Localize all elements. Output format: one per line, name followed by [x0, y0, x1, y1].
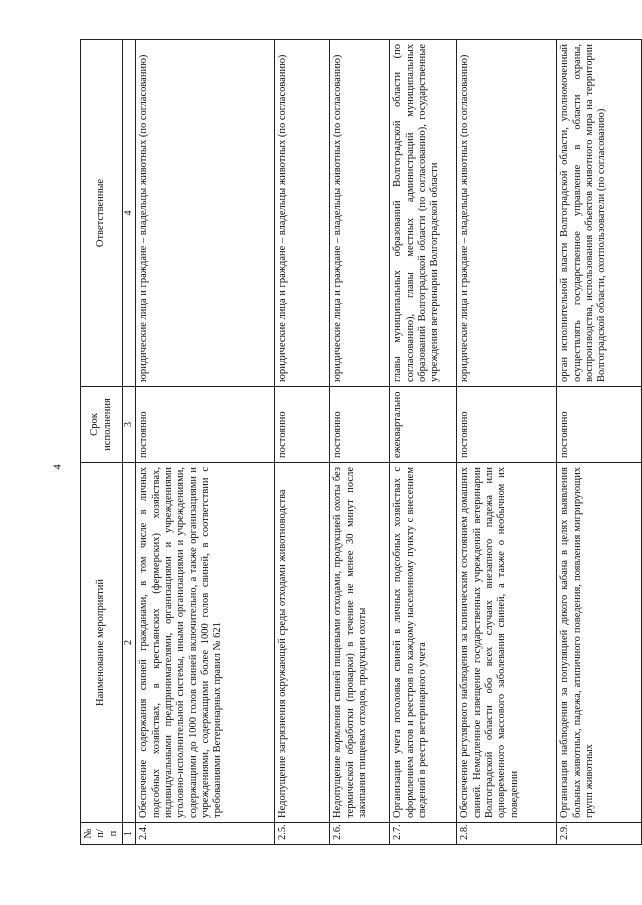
column-number-row: [123, 40, 136, 845]
row-number: 2.8.: [457, 823, 557, 845]
row-measure: Недопущение кормления свиней пищевыми отходами, продукцией охоты без термической обработки (проварки) в течение не менее 30 минут после закипания пищевых отходов, продукции охоты: [330, 463, 390, 823]
table-row: [136, 40, 275, 845]
col-number-2: 2: [123, 463, 136, 823]
row-number: 2.5.: [275, 823, 330, 845]
header-name: Наименование мероприятий: [81, 463, 123, 823]
row-responsible: юридические лица и граждане – владельцы животных (по согласованию): [136, 40, 275, 387]
row-number: 2.6.: [330, 823, 390, 845]
page-number: 4: [51, 464, 64, 470]
row-term: ежеквартально: [390, 387, 457, 463]
row-measure: Недопущение загрязнения окружающей среды отходами животноводства: [275, 463, 330, 823]
row-measure: Обеспечение содержания свиней гражданами, в том числе в личных подсобных хозяйствах, в крестьянских (фермерских) хозяйствах, индивидуальными предпринимателями, организациями и учреждениями уголовно-исполнительной системы, иными организациями и учреждениями, содержащими до 1000 голов свиней включительно, а также организациями и учреждениями, содержащими более 1000 голов свиней, в соответствии с требованиями Ветеринарных правил № 621: [136, 463, 275, 823]
row-term: постоянно: [275, 387, 330, 463]
row-term: постоянно: [136, 387, 275, 463]
row-measure: Организация учета поголовья свиней в личных подсобных хозяйствах с оформлением актов и реестров по каждому населенному пункту с внесением сведений в реестр ветеринарного учета: [390, 463, 457, 823]
header-term: Срок исполнения: [81, 387, 123, 463]
row-number: 2.9.: [557, 823, 642, 845]
table-row: [457, 40, 557, 845]
header-responsible: Ответственные: [81, 40, 123, 387]
row-measure: Организация наблюдения за популяцией дикого кабана в целях выявления больных животных, падежа, атипичного поведения, появления мигрирующих групп животных: [557, 463, 642, 823]
col-number-1: 1: [123, 823, 136, 845]
row-responsible: юридические лица и граждане – владельцы животных (по согласованию): [275, 40, 330, 387]
row-term: постоянно: [457, 387, 557, 463]
header-num: № п/п: [81, 823, 123, 845]
row-term: постоянно: [330, 387, 390, 463]
table-row: [330, 40, 390, 845]
row-term: постоянно: [557, 387, 642, 463]
row-measure: Обеспечение регулярного наблюдения за клиническим состоянием домашних свиней. Немедленное извещение государственных учреждений ветеринарии Волгоградской области обо всех случаях внезапного падежа или одновременного массового заболевания свиней, а также о необычном их поведении: [457, 463, 557, 823]
table-wrapper: [80, 40, 608, 845]
row-responsible: орган исполнительной власти Волгоградской области, уполномоченный осуществлять государственное управление в области охраны, воспроизводства, использования объектов животного мира на территории Волгоградской области, охотпользователи (по согласованию): [557, 40, 642, 387]
table-row: [275, 40, 330, 845]
col-number-3: 3: [123, 387, 136, 463]
row-responsible: юридические лица и граждане – владельцы животных (по согласованию): [330, 40, 390, 387]
col-number-4: 4: [123, 40, 136, 387]
row-responsible: юридические лица и граждане – владельцы животных (по согласованию): [457, 40, 557, 387]
table-row: [557, 40, 642, 845]
row-number: 2.7.: [390, 823, 457, 845]
row-number: 2.4.: [136, 823, 275, 845]
rotated-table-container: [80, 40, 608, 845]
table-header-row: [81, 40, 123, 845]
table-row: [390, 40, 457, 845]
measures-table: [80, 39, 642, 845]
row-responsible: главы муниципальных образований Волгоградской области (по согласованию), главы местных администраций муниципальных образований Волгоградской области (по согласованию), государственные учреждения ветеринарии Волгоградской области: [390, 40, 457, 387]
